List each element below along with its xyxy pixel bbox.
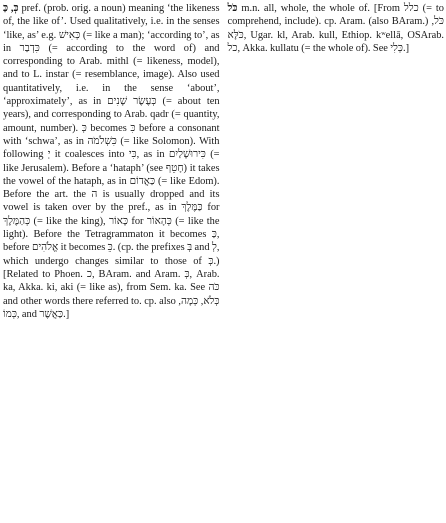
dictionary-entry-kol [228, 2, 445, 55]
entry-definition: pref. (prob. orig. a noun) meaning ‘the likeness of, the like of’. Used qualitatively, i.e. in the senses ‘like, as’ e.g. כְּאִישׁ (= like a man); ‘according to’, as in כִּדְבַר (= according to the word of) and corresponding to Arab. mithl (= likeness, model), and to L. instar (= resemblance, image). Also used quantitatively, i.e. in the sense ‘about’, ‘approximately’, as in כְּעֶשֶׂר שָׁנִים (= about ten years), and corresponding to Arab. qadr (= quantity, amount, number). כְּ becomes כִּ before a consonant with ‘schwa’, as in כִּשְׁלֹמֹה (= like Solomon). With following יְ it coalesces into כִּי, as in כִּירוּשָׁלַיִם (= like Jerusalem). Before a ‘hataph’ (see חָטֵף) it takes the vowel of the hataph, as in כַּאֲדוֹם (= like Edom). Before the art. the ה is usually dropped and its vowel is taken over by the pref., as in כַּמֶּלֶךְ for כְּהַמֶּלֶךְ (= like the king), כָּאוֹר for כְּהָאוֹר (= like the light). Before the Tetragrammaton it becomes כַּ, before אֱלֹהִים it becomes כֵּ. (cp. the prefixes בְּ and לְ, which undergo changes similar to those of כְּ.) [Related to Phoen. כ, BAram. and Aram. כְּ, Arab. ka, Akka. ki, aki (= like as), from Sem. ka. See כֹּה and other words there referred to. cp. also כְּלֹא, כְּמָה, כְּמוֹ, and כַּאֲשֶׁר.] [3, 3, 220, 320]
entry-definition: m.n. all, whole, the whole of. [From כלל (= to comprehend, include). cp. Aram. (also BAram.) כֹּל, כֹּלָּא, Ugar. kl, Arab. kull, Ethiop. kʷellā, OSArab. כל, Akka. kullatu (= the whole of). See כְּלִי.] [227, 3, 444, 54]
left-column [3, 2, 220, 523]
entry-headword: כְּ, כַּ [3, 3, 19, 14]
dictionary-entry-ke [3, 2, 220, 321]
right-column [228, 2, 445, 523]
entry-headword: כֹּל [227, 3, 238, 14]
